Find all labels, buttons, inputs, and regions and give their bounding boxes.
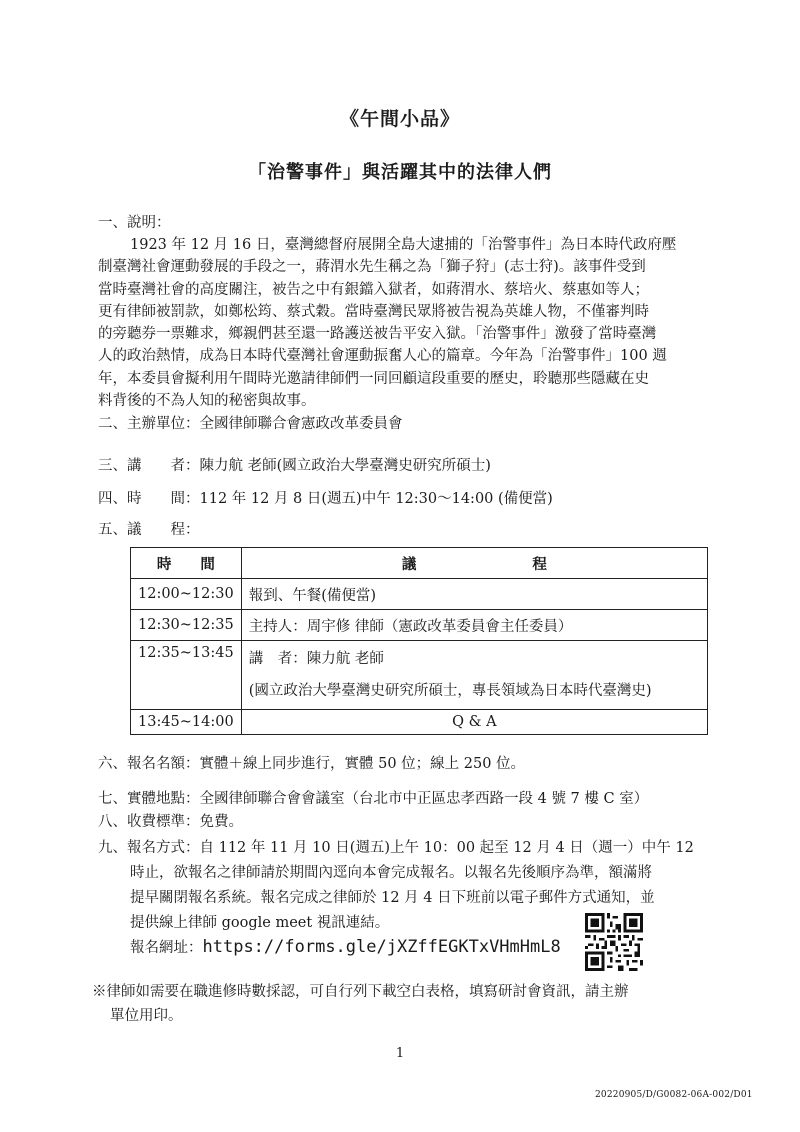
header-time: 時 間 (131, 548, 242, 579)
table-row (131, 579, 708, 610)
body-line: 的旁聽券一票難求，鄉親們甚至還一路護送被告平安入獄。「治警事件」激發了當時臺灣 (98, 326, 657, 343)
table-row (131, 610, 708, 641)
series-title: 《午間小品》 (339, 108, 460, 130)
row-time: 12:30~12:35 (131, 610, 242, 641)
section-7-venue: 七、實體地點：全國律師聯合會會議室（台北市中正區忠孝西路一段 4 號 7 樓 C 室） (98, 791, 649, 807)
section-3-speaker: 三、講 者：陳力航 老師(國立政治大學臺灣史研究所碩士) (98, 458, 491, 474)
section-6-capacity: 六、報名名額：實體＋線上同步進行，實體 50 位；線上 250 位。 (98, 756, 526, 772)
row-content (241, 641, 707, 710)
table-header-row (131, 548, 708, 579)
body-line: 九、報名方式：自 112 年 11 月 10 日(週五)上午 10：00 起至 12 月 4 日（週一）中午 12 (98, 840, 694, 856)
table-row (131, 641, 708, 710)
row-content-line: (國立政治大學臺灣史研究所碩士，專長領域為日本時代臺灣史) (248, 683, 652, 699)
body-line: 制臺灣社會運動發展的手段之一，蔣渭水先生稱之為「獅子狩」(志士狩)。該事件受到 (98, 259, 646, 276)
footnote-line: ※律師如需要在職進修時數採認，可自行列下載空白表格，填寫研討會資訊，請主辦 (92, 984, 629, 1000)
qr-code-icon[interactable] (585, 913, 643, 971)
row-content: 主持人：周宇修 律師（憲政改革委員會主任委員） (241, 610, 707, 641)
section-4-time: 四、時 間：112 年 12 月 8 日(週五)中午 12:30～14:00 (備便當) (98, 491, 553, 507)
body-line: 人的政治熱情，成為日本時代臺灣社會運動振奮人心的篇章。今年為「治警事件」100 週 (98, 348, 667, 365)
footnote (92, 980, 712, 1028)
section-1-body (98, 234, 708, 412)
section-1-label: 一、說明： (98, 215, 171, 231)
page-number: 1 (395, 1046, 405, 1061)
registration-url-label: 報名網址： (130, 940, 203, 956)
registration-url-link[interactable]: https://forms.gle/jXZffEGKTxVHmHmL8 (202, 937, 561, 957)
section-2-organizer: 二、主辦單位：全國律師聯合會憲政改革委員會 (98, 416, 403, 432)
body-line: 提早關閉報名系統。報名完成之律師於 12 月 4 日下班前以電子郵件方式通知，並 (130, 890, 655, 906)
body-line: 更有律師被罰款，如鄭松筠、蔡式穀。當時臺灣民眾將被告視為英雄人物，不僅審判時 (98, 303, 649, 320)
body-line: 1923 年 12 月 16 日，臺灣總督府展開全島大逮捕的「治警事件」為日本時代政府壓 (130, 237, 677, 253)
row-content: Q & A (241, 710, 707, 735)
page-title: 「治警事件」與活躍其中的法律人們 (248, 162, 552, 183)
body-line: 年，本委員會擬利用午間時光邀請律師們一同回顧這段重要的歷史，聆聽那些隱藏在史 (98, 370, 649, 387)
row-time: 12:35~13:45 (131, 641, 242, 710)
body-line: 當時臺灣社會的高度關注，被告之中有銀鐺入獄者，如蔣渭水、蔡培火、蔡惠如等人； (98, 281, 649, 298)
header-program: 議 程 (241, 548, 707, 579)
registration-url-row (130, 936, 561, 957)
document-code: 20220905/D/G0082-06A-002/D01 (595, 1090, 753, 1100)
table-row (131, 710, 708, 735)
body-line: 提供線上律師 google meet 視訊連結。 (130, 915, 390, 931)
body-line: 時止，欲報名之律師請於期間內逕向本會完成報名。以報名先後順序為準，額滿將 (130, 865, 652, 881)
section-5-agenda-label: 五、議 程： (98, 522, 200, 538)
agenda-table (130, 547, 708, 735)
row-content: 報到、午餐(備便當) (241, 579, 707, 610)
section-8-fee: 八、收費標準：免費。 (98, 814, 243, 830)
footnote-line: 單位用印。 (110, 1008, 183, 1024)
body-line: 料背後的不為人知的秘密與故事。 (98, 393, 316, 410)
row-time: 12:00~12:30 (131, 579, 242, 610)
row-time: 13:45~14:00 (131, 710, 242, 735)
row-content-line: 講 者：陳力航 老師 (248, 651, 384, 667)
